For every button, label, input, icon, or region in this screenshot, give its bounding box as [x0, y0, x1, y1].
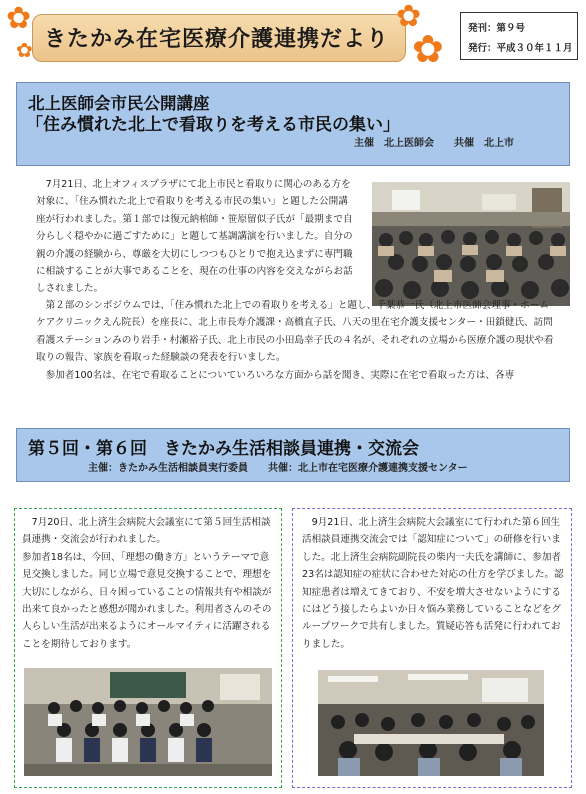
flower-icon: ✿: [396, 0, 422, 34]
section1-paragraph-left: 7月21日、北上オフィスプラザにて北上市民と看取りに関心のある方を対象に、「住み慣れた北上で看取りを考える市民の集い」と題した公開講座が行われました。第１部では復元納棺師・笹原留似子氏が「最期まで自分らしく穏やかに過ごすために」と題して基調講演を行いました。自分の親の介護の経験から、尊厳を大切にしつつもひとりで抱え込まずに専門職に相談することが大事であることを、現在の仕事の内容を交えながらお話しされました。: [36, 179, 353, 295]
section2-title: 第５回・第６回 きたかみ生活相談員連携・交流会: [28, 439, 419, 459]
meeting6-text: 9月21日、北上済生会病院大会議室にて行われた第６回生活相談員連携交流会では「認知症について」の研修を行いました。北上済生会病院副院長の柴内一夫氏を講師に、参加者23名は認知症の症状に合わせた対応の仕方を学びました。認知症患者は増えてきており、不安を増大させないようにするにはどう接したらよいか日々悩み業務していることなどをグループワークで共有しました。質疑応答も活発に行われておりました。: [302, 517, 564, 650]
group-photo-illustration: [24, 668, 272, 776]
section1-paragraph-full: 第２部のシンポジウムでは、「住み慣れた北上での看取りを考える」と題し、千葉恭一氏（北上市医師会理事・ホームケアクリニックえん院長）を座長に、北上市長寿介護課・高橋直子氏、八天の里在宅介護支援センター・田鎖健氏、訪問看護ステーションみのり岩手・村瀬裕子氏、北上市民の小田島幸子氏の４名が、それぞれの立場から医療介護の現状や看取りの報告、家族を看取った経験談の発表を行いました。 参加者100名は、在宅で看取ることについていろいろな方面から話を聞き、実際に在宅で看取った方は、各専: [36, 300, 554, 381]
issue-date: 発行：平成３０年１１月: [468, 43, 573, 54]
section2-organizers: 主催：きたかみ生活相談員実行委員 共催：北上市在宅医療介護連携支援センター: [88, 463, 468, 474]
photo-illustration: [372, 182, 570, 306]
section1-title: 北上医師会市民公開講座: [28, 94, 210, 113]
lecture-audience-photo: [372, 182, 570, 306]
flower-icon: ✿: [16, 38, 33, 62]
group-photo: [24, 668, 272, 776]
workshop-photo-illustration: [318, 670, 544, 776]
section1-subtitle: 「住み慣れた北上で看取りを考える市民の集い」: [26, 115, 400, 135]
flower-icon: ✿: [412, 27, 444, 71]
meeting5-text: 7月20日、北上済生会病院大会議室にて第５回生活相談員連携・交流会が行われました。 参加者18名は、今回、「理想の働き方」というテーマで意見交換しました。同じ立場で意見交換することで、理想を大切にしながら、日々困っていることの情報共有や相談が出来て良かったと感想が聞かれました。利用者さんのその人らしい生活が出来るようにオールマイティに活躍されることを期待しております。: [22, 517, 272, 650]
section1-organizers: 主催 北上医師会 共催 北上市: [354, 138, 514, 149]
issue-number: 発刊：第９号: [468, 23, 526, 34]
newsletter-title: きたかみ在宅医療介護連携だより: [44, 27, 390, 52]
flower-icon: ✿: [6, 1, 32, 36]
workshop-photo: [318, 670, 544, 776]
